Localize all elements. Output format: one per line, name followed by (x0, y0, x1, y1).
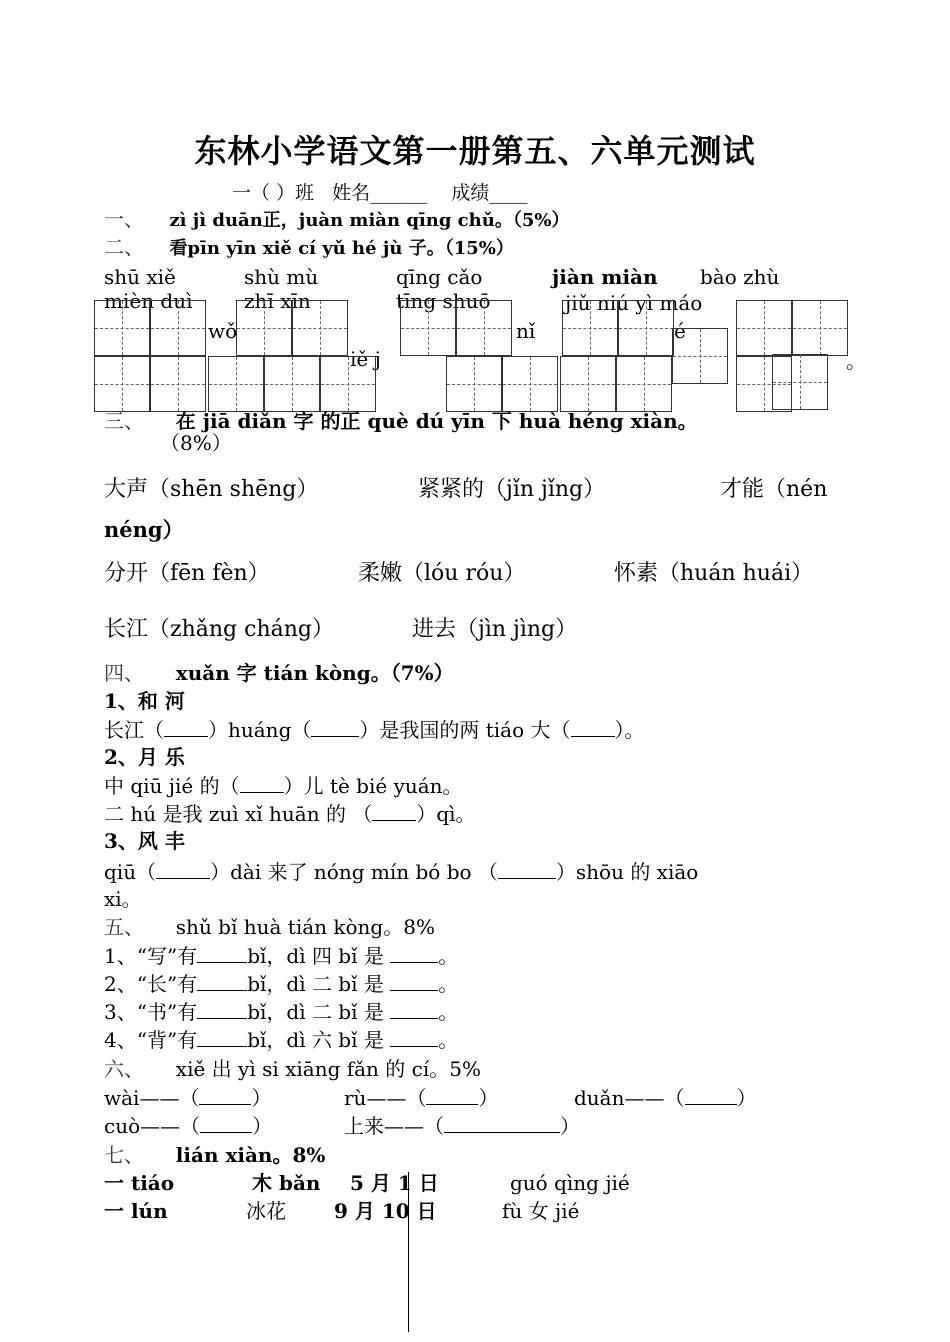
text: ）qì。 (416, 802, 476, 826)
group-heading: 1、和 河 (104, 689, 185, 713)
section-4 (104, 660, 454, 686)
pinyin-options[interactable]: （zhǎng cháng） (148, 617, 334, 642)
answer-blank[interactable] (444, 1112, 560, 1133)
text: 上来——（ (344, 1114, 444, 1138)
text: bǐ，dì 六 bǐ 是 (247, 1028, 384, 1052)
match-center[interactable]: 冰花 (246, 1199, 286, 1223)
section-number: 一、 (104, 207, 144, 231)
text: 4、“背”有 (104, 1028, 198, 1052)
target-word: 长江 (104, 617, 149, 642)
text: qiū（ (104, 860, 157, 884)
text: ）。 (614, 718, 645, 742)
target-word: 才能 (720, 477, 765, 502)
fill-sentence (104, 772, 463, 799)
score-label: 成绩____ (451, 182, 528, 204)
answer-blank[interactable] (197, 942, 247, 963)
fill-sentence (104, 716, 645, 743)
stroke-item (104, 1026, 458, 1053)
text: 3、“书”有 (104, 1000, 198, 1024)
antonym-item (574, 1084, 757, 1111)
fill-sentence (104, 800, 476, 827)
pinyin-options[interactable]: （shēn shēng） (148, 477, 319, 502)
choice-item (104, 556, 270, 587)
pinyin-fragment: 。 (846, 349, 866, 373)
text: ）huáng（ (208, 718, 312, 742)
writing-box[interactable] (400, 300, 456, 356)
section-number: 七、 (104, 1143, 144, 1167)
pinyin-word: jiàn miàn (552, 265, 658, 289)
match-date[interactable]: 9 月 10 日 (334, 1199, 437, 1223)
text: ） (251, 1086, 272, 1110)
choice-item (104, 472, 318, 503)
writing-box[interactable] (264, 356, 320, 412)
stroke-item (104, 998, 458, 1025)
target-word: 分开 (104, 561, 149, 586)
pinyin-word: qīng cǎo (396, 265, 483, 289)
answer-blank[interactable] (390, 998, 438, 1019)
answer-blank[interactable] (199, 1084, 251, 1105)
text: wài——（ (104, 1086, 200, 1110)
text: ）儿 tè bié yuán。 (283, 774, 463, 798)
target-word: 大声 (104, 477, 149, 502)
section-number: 二、 (104, 235, 144, 259)
antonym-item (104, 1084, 271, 1111)
writing-box[interactable] (292, 300, 348, 356)
student-info-line (232, 178, 527, 205)
writing-box[interactable] (616, 356, 672, 412)
choice-item (358, 556, 525, 587)
section-instruction: zì jì duān正，juàn miàn qīng chǔ。（5%） (169, 210, 570, 231)
match-date[interactable]: 5 月 1 日 (350, 1171, 439, 1195)
writing-box[interactable] (150, 300, 206, 356)
text: 长江（ (104, 718, 164, 742)
section-number: 六、 (104, 1057, 144, 1081)
pinyin-word: shū xiě (104, 265, 176, 289)
pinyin-options[interactable]: （jǐn jǐng） (484, 477, 606, 502)
section-3-heading (104, 408, 698, 433)
section-instruction: xiě 出 yì si xiāng fǎn 的 cí。5% (175, 1057, 481, 1081)
answer-blank[interactable] (390, 970, 438, 991)
choice-item (412, 612, 577, 643)
divider-line (408, 1172, 409, 1332)
section-number: 五、 (104, 915, 144, 939)
text: 。 (438, 1028, 459, 1052)
choice-item (104, 612, 334, 643)
target-word: 紧紧的 (418, 477, 485, 502)
choice-item (614, 556, 813, 587)
section-instruction: 看pīn yīn xiě cí yǔ hé jù 子。（15%） (169, 238, 514, 259)
text: ） (560, 1114, 580, 1138)
pinyin-options[interactable]: （huán huái） (658, 561, 814, 586)
group-heading: 3、风 丰 (104, 829, 185, 853)
writing-box[interactable] (672, 328, 728, 384)
answer-blank[interactable] (156, 858, 210, 879)
pinyin-row-1 (104, 264, 176, 290)
section-instruction: shǔ bǐ huà tián kòng。8% (175, 915, 435, 939)
section-instruction: lián xiàn。8% (175, 1143, 326, 1167)
pinyin-options-cont[interactable]: néng） (104, 517, 184, 542)
target-word: 怀素 (614, 561, 659, 586)
section-2 (104, 234, 514, 262)
pinyin-word: mièn duì (104, 289, 193, 313)
text: cuò——（ (104, 1114, 201, 1138)
text: 。 (438, 972, 459, 996)
answer-blank[interactable] (197, 998, 247, 1019)
text: ） (478, 1086, 499, 1110)
writing-box[interactable] (150, 356, 206, 412)
answer-blank[interactable] (164, 716, 208, 737)
text: duǎn——（ (574, 1086, 685, 1110)
section-number: 四、 (104, 661, 144, 685)
match-right[interactable]: fù 女 jié (502, 1199, 580, 1223)
pinyin-options[interactable]: （nén (764, 477, 828, 502)
name-label: 姓名______ (332, 182, 428, 204)
writing-box[interactable] (560, 356, 616, 412)
pinyin-fragment: é (674, 319, 686, 343)
section-number: 三、 (104, 409, 144, 433)
answer-blank[interactable] (200, 1112, 252, 1133)
section-percent: （8%） (160, 431, 232, 455)
pinyin-word: jiǔ niú yì máo (565, 291, 703, 315)
text: ） (736, 1086, 757, 1110)
text: bǐ，dì 二 bǐ 是 (247, 1000, 384, 1024)
writing-box[interactable] (618, 300, 674, 356)
section-7 (104, 1142, 325, 1168)
section-1 (104, 206, 569, 234)
pinyin-fragment: wǒ (208, 319, 238, 343)
writing-box[interactable] (94, 356, 150, 412)
pinyin-options[interactable]: （jìn jìng） (456, 617, 578, 642)
pinyin-options[interactable]: （lóu róu） (402, 561, 526, 586)
answer-blank[interactable] (498, 858, 556, 879)
page-title: 东林小学语文第一册第五、六单元测试 (194, 132, 756, 170)
text: rù——（ (344, 1086, 427, 1110)
antonym-item (104, 1112, 272, 1139)
fill-sentence (104, 858, 698, 885)
text: bǐ，dì 四 bǐ 是 (247, 944, 384, 968)
pinyin-word: shù mù (244, 265, 319, 289)
writing-box[interactable] (446, 356, 502, 412)
answer-blank[interactable] (240, 772, 284, 793)
pinyin-word: tīng shuō (396, 289, 491, 313)
pinyin-word: bào zhù (700, 265, 780, 289)
text: 中 qiū jié 的（ (104, 774, 240, 798)
choice-item (418, 472, 605, 503)
writing-box[interactable] (502, 356, 558, 412)
answer-blank[interactable] (685, 1084, 737, 1105)
match-center[interactable]: 木 bǎn (252, 1171, 321, 1195)
section-6 (104, 1056, 481, 1082)
pinyin-word: zhī xīn (244, 289, 311, 313)
stroke-item (104, 942, 458, 969)
writing-box[interactable] (456, 300, 512, 356)
target-word: 进去 (412, 617, 457, 642)
section-instruction: 在 jiā diǎn 字 的正 què dú yīn 下 huà héng xiàn。 (175, 409, 698, 433)
group-heading: 2、月 乐 (104, 745, 185, 769)
choice-item (720, 472, 827, 503)
writing-box[interactable] (236, 300, 292, 356)
writing-box[interactable] (736, 300, 792, 356)
antonym-item (344, 1084, 498, 1111)
answer-blank[interactable] (197, 1026, 247, 1047)
section-5 (104, 914, 435, 940)
class-label: 一（ ）班 (232, 182, 315, 204)
writing-box[interactable] (94, 300, 150, 356)
text: ） (252, 1114, 273, 1138)
writing-box[interactable] (562, 300, 618, 356)
match-left[interactable]: 一 lún (104, 1199, 168, 1223)
text: 。 (438, 944, 459, 968)
text: 二 hú 是我 zuì xǐ huān 的 （ (104, 802, 373, 826)
text: 2、“长”有 (104, 972, 198, 996)
answer-blank[interactable] (390, 942, 438, 963)
answer-blank[interactable] (571, 716, 615, 737)
pinyin-options[interactable]: （fēn fèn） (148, 561, 270, 586)
target-word: 柔嫩 (358, 561, 403, 586)
pinyin-fragment: iě j (350, 347, 381, 371)
text: 1、“写”有 (104, 944, 198, 968)
writing-box[interactable] (772, 354, 828, 410)
antonym-item (344, 1112, 580, 1139)
answer-blank[interactable] (426, 1084, 478, 1105)
text: bǐ，dì 二 bǐ 是 (247, 972, 384, 996)
text: ）shōu 的 xiāo (555, 860, 699, 884)
writing-box[interactable] (208, 356, 264, 412)
answer-blank[interactable] (390, 1026, 438, 1047)
answer-blank[interactable] (197, 970, 247, 991)
match-left[interactable]: 一 tiáo (104, 1171, 175, 1195)
fill-sentence-cont: xi。 (104, 887, 142, 911)
pinyin-fragment: nǐ (516, 319, 536, 343)
text: 。 (438, 1000, 459, 1024)
writing-box[interactable] (320, 356, 376, 412)
section-instruction: xuǎn 字 tián kòng。（7%） (175, 661, 454, 685)
answer-blank[interactable] (311, 716, 359, 737)
stroke-item (104, 970, 458, 997)
writing-box[interactable] (792, 300, 848, 356)
text: ）dài 来了 nóng mín bó bo （ (210, 860, 498, 884)
text: ）是我国的两 tiáo 大（ (359, 718, 571, 742)
match-right[interactable]: guó qìng jié (510, 1171, 630, 1195)
answer-blank[interactable] (372, 800, 416, 821)
